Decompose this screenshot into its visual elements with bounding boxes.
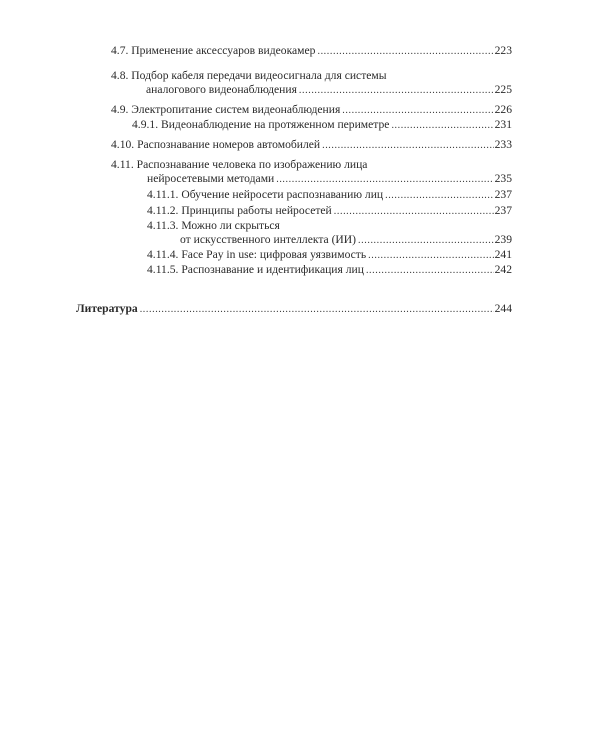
toc-page-number: 233 — [494, 138, 512, 151]
toc-page-number: 237 — [494, 188, 512, 201]
dot-leader — [140, 303, 494, 317]
toc-entry-title: 4.9.1. Видеонаблюдение на протяженном периметре — [132, 118, 390, 131]
toc-entry-literature — [76, 302, 512, 317]
toc-page-number: 239 — [494, 233, 512, 246]
toc-entry-title: 4.11.5. Распознавание и идентификация лиц — [147, 263, 364, 276]
toc-entry-4-11-3 — [180, 233, 512, 248]
dot-leader — [385, 189, 494, 203]
toc-entry-4-7 — [111, 44, 512, 59]
toc-page-number: 242 — [494, 263, 512, 276]
toc-entry-4-11-5 — [147, 263, 512, 278]
toc-entry-title: нейросетевыми методами — [147, 172, 275, 185]
dot-leader — [368, 249, 493, 263]
toc-entry-title: Литература — [76, 302, 138, 315]
toc-entry-title: 4.11.4. Face Pay in use: цифровая уязвимость — [147, 248, 367, 261]
toc-entry-4-11-title: 4.11. Распознавание человека по изображению лица — [111, 158, 368, 171]
dot-leader — [317, 45, 493, 59]
toc-entry-4-8-title: 4.8. Подбор кабеля передачи видеосигнала для системы — [111, 69, 387, 82]
toc-entry-title: 4.7. Применение аксессуаров видеокамер — [111, 44, 316, 57]
toc-entry-title: аналогового видеонаблюдения — [146, 83, 297, 96]
dot-leader — [276, 173, 493, 187]
dot-leader — [358, 234, 494, 248]
toc-entry-4-11-3-title: 4.11.3. Можно ли скрыться — [147, 219, 280, 232]
toc-entry-4-11-2 — [147, 204, 512, 219]
toc-page-number: 226 — [494, 103, 512, 116]
toc-page-number: 235 — [494, 172, 512, 185]
dot-leader — [334, 205, 494, 219]
toc-entry-4-11 — [147, 172, 512, 187]
toc-entry-title: 4.9. Электропитание систем видеонаблюдения — [111, 103, 341, 116]
toc-page-number: 225 — [494, 83, 512, 96]
toc-entry-4-9-1 — [132, 118, 512, 133]
dot-leader — [299, 84, 494, 98]
dot-leader — [366, 264, 494, 278]
toc-page-number: 231 — [494, 118, 512, 131]
toc-page-number: 237 — [494, 204, 512, 217]
dot-leader — [391, 119, 493, 133]
toc-entry-4-11-1 — [147, 188, 512, 203]
toc-entry-4-9 — [111, 103, 512, 118]
dot-leader — [342, 104, 493, 118]
dot-leader — [322, 139, 494, 153]
toc-page-number: 223 — [494, 44, 512, 57]
toc-page-number: 241 — [494, 248, 512, 261]
toc-entry-title: 4.10. Распознавание номеров автомобилей — [111, 138, 321, 151]
toc-entry-4-11-4 — [147, 248, 512, 263]
toc-entry-4-8 — [146, 83, 512, 98]
toc-entry-title: от искусственного интеллекта (ИИ) — [180, 233, 357, 246]
toc-entry-title: 4.11.2. Принципы работы нейросетей — [147, 204, 332, 217]
toc-entry-title: 4.11.1. Обучение нейросети распознаванию лиц — [147, 188, 384, 201]
toc-page-number: 244 — [494, 302, 512, 315]
toc-entry-4-10 — [111, 138, 512, 153]
